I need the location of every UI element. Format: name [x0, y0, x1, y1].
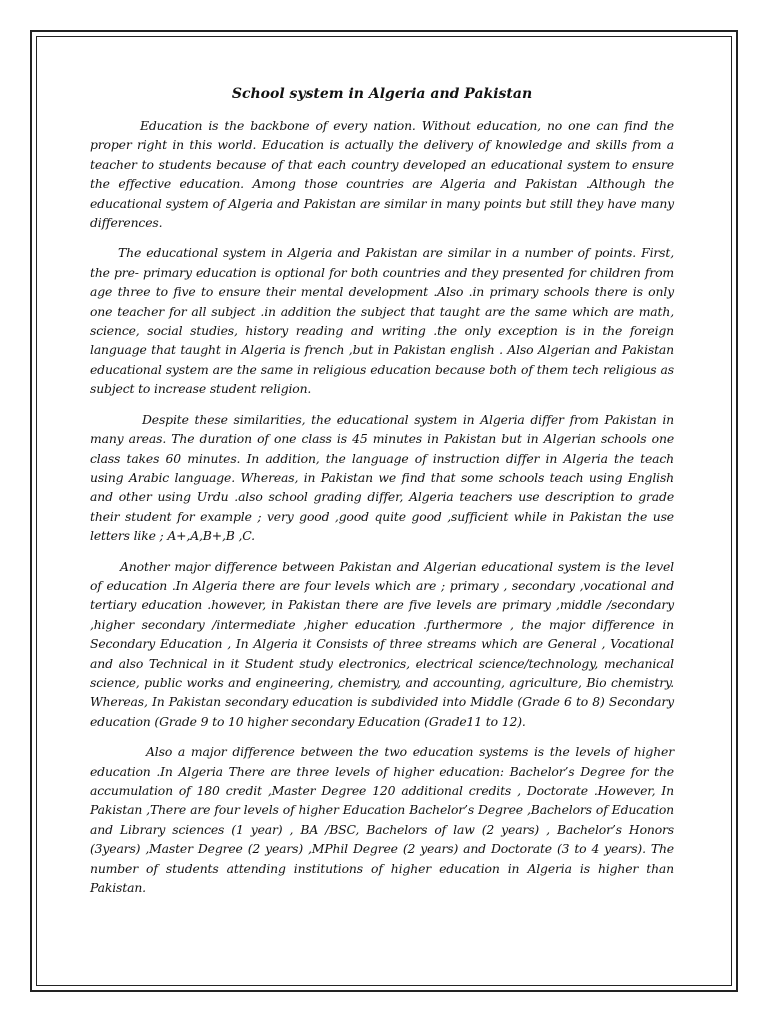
- paragraph-differences: Despite these similarities, the educational system in Algeria differ from Pakistan in many areas. The duration of one class is 45 minutes in Pakistan but in Algerian schools one class takes 60 minutes. In addition, the language of instruction differ in Algeria the teach using Arabic language. Whereas, in Pakistan we find that some schools teach using English and other using Urdu .also school grading differ, Algeria teachers use description to grade their student for example ; very good ,good quite good ,sufficient while in Pakistan the use letters like ; A+,A,B+,B ,C.: [90, 411, 674, 544]
- document-body: [90, 86, 674, 908]
- paragraph-education-levels: Another major difference between Pakistan and Algerian educational system is the level of education .In Algeria there are four levels which are ; primary , secondary ,vocational and tertiary education .however, in Pakistan there are five levels are primary ,middle /secondary ,higher secondary /intermediate ,higher education .furthermore , the major difference in Secondary Education , In Algeria it Consists of three streams which are General , Vocational and also Technical in it Student study electronics, electrical science/technology, mechanical science, public works and engineering, chemistry, and accounting, agriculture, Bio chemistry. Whereas, In Pakistan secondary education is subdivided into Middle (Grade 6 to 8) Secondary education (Grade 9 to 10 higher secondary Education (Grade11 to 12).: [90, 558, 674, 729]
- paragraph-higher-education: Also a major difference between the two education systems is the levels of higher education .In Algeria There are three levels of higher education: Bachelor’s Degree for the accumulation of 180 credit ,Master Degree 120 additional credits , Doctorate .However, In Pakistan ,There are four levels of higher Education Bachelor’s Degree ,Bachelors of Education and Library sciences (1 year) , BA /BSC, Bachelors of law (2 years) , Bachelor’s Honors (3years) ,Master Degree (2 years) ,MPhil Degree (2 years) and Doctorate (3 to 4 years). The number of students attending institutions of higher education in Algeria is higher than Pakistan.: [90, 744, 674, 896]
- paragraph-introduction: Education is the backbone of every nation. Without education, no one can find the proper right in this world. Education is actually the delivery of knowledge and skills from a teacher to students because of that each country developed an educational system to ensure the effective education. Among those countries are Algeria and Pakistan .Although the educational system of Algeria and Pakistan are similar in many points but still they have many differences.: [90, 118, 674, 231]
- document-title: School system in Algeria and Pakistan: [231, 86, 533, 102]
- paragraph-similarities: The educational system in Algeria and Pakistan are similar in a number of points. First, the pre- primary education is optional for both countries and they presented for children from age three to five to ensure their mental development .Also .in primary schools there is only one teacher for all subject .in addition the subject that taught are the same which are math, science, social studies, history reading and writing .the only exception is in the foreign language that taught in Algeria is french ,but in Pakistan english . Also Algerian and Pakistan educational system are the same in religious education because both of them tech religious as subject to increase student religion.: [90, 245, 674, 397]
